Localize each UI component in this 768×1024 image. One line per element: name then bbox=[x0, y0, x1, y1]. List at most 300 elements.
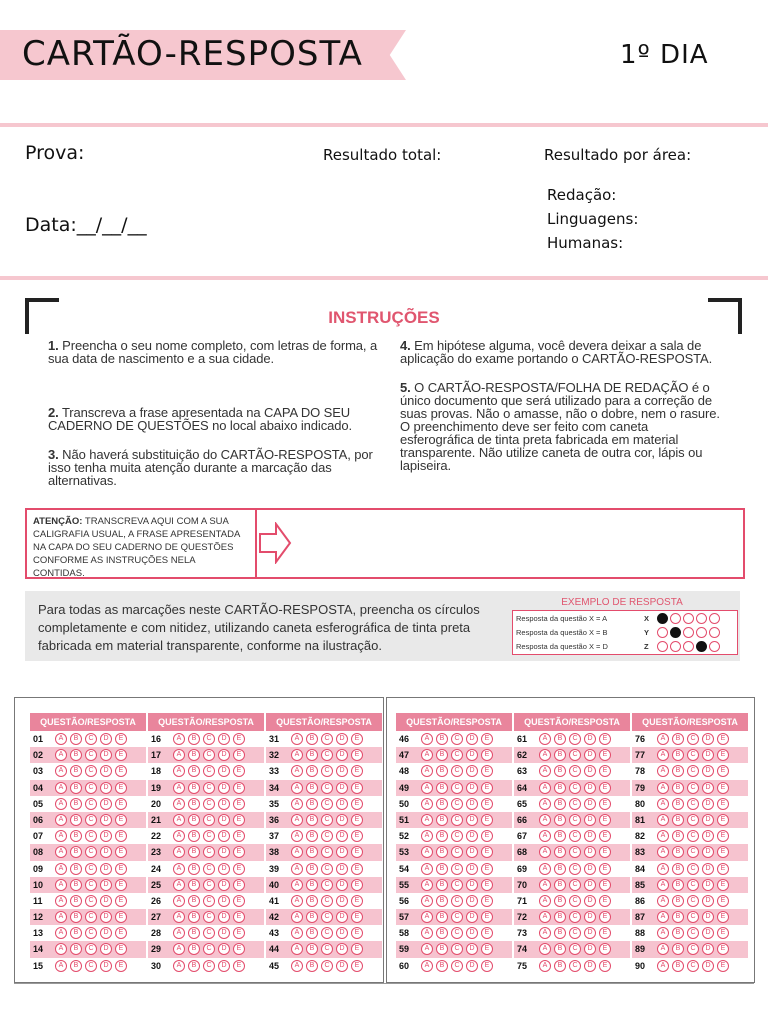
answer-bubble[interactable]: A bbox=[539, 782, 551, 794]
answer-bubble[interactable]: C bbox=[321, 846, 333, 858]
answer-bubble[interactable]: B bbox=[672, 846, 684, 858]
answer-bubble[interactable]: D bbox=[100, 749, 112, 761]
answer-bubble[interactable]: B bbox=[188, 895, 200, 907]
answer-bubble[interactable]: C bbox=[569, 895, 581, 907]
answer-bubble[interactable]: C bbox=[687, 895, 699, 907]
answer-bubble[interactable]: B bbox=[554, 749, 566, 761]
answer-bubble[interactable]: A bbox=[173, 960, 185, 972]
answer-bubble[interactable]: E bbox=[115, 863, 127, 875]
answer-bubble[interactable]: D bbox=[702, 733, 714, 745]
answer-bubble[interactable]: C bbox=[451, 814, 463, 826]
answer-bubble[interactable]: B bbox=[306, 798, 318, 810]
answer-bubble[interactable]: D bbox=[100, 911, 112, 923]
answer-bubble[interactable]: A bbox=[539, 830, 551, 842]
answer-bubble[interactable]: E bbox=[115, 749, 127, 761]
answer-bubble[interactable]: D bbox=[218, 879, 230, 891]
answer-bubble[interactable]: D bbox=[584, 814, 596, 826]
answer-bubble[interactable]: C bbox=[321, 782, 333, 794]
answer-bubble[interactable]: B bbox=[436, 749, 448, 761]
answer-bubble[interactable]: E bbox=[717, 749, 729, 761]
answer-bubble[interactable]: C bbox=[85, 846, 97, 858]
answer-bubble[interactable]: C bbox=[85, 911, 97, 923]
answer-bubble[interactable]: D bbox=[584, 765, 596, 777]
answer-bubble[interactable]: A bbox=[539, 765, 551, 777]
answer-bubble[interactable]: A bbox=[291, 911, 303, 923]
answer-bubble[interactable]: E bbox=[115, 879, 127, 891]
answer-bubble[interactable]: A bbox=[421, 846, 433, 858]
answer-bubble[interactable]: E bbox=[717, 846, 729, 858]
answer-bubble[interactable]: D bbox=[702, 943, 714, 955]
answer-bubble[interactable]: D bbox=[702, 895, 714, 907]
answer-bubble[interactable]: A bbox=[291, 733, 303, 745]
answer-bubble[interactable]: E bbox=[351, 943, 363, 955]
answer-bubble[interactable]: E bbox=[115, 960, 127, 972]
answer-bubble[interactable]: D bbox=[100, 765, 112, 777]
answer-bubble[interactable]: C bbox=[85, 749, 97, 761]
answer-bubble[interactable]: E bbox=[233, 782, 245, 794]
answer-bubble[interactable]: C bbox=[569, 911, 581, 923]
answer-bubble[interactable]: D bbox=[100, 927, 112, 939]
answer-bubble[interactable]: C bbox=[451, 846, 463, 858]
answer-bubble[interactable]: D bbox=[466, 895, 478, 907]
answer-bubble[interactable]: C bbox=[203, 911, 215, 923]
answer-bubble[interactable]: A bbox=[421, 749, 433, 761]
answer-bubble[interactable]: D bbox=[218, 927, 230, 939]
answer-bubble[interactable]: A bbox=[291, 846, 303, 858]
answer-bubble[interactable]: D bbox=[584, 798, 596, 810]
answer-bubble[interactable]: E bbox=[717, 895, 729, 907]
answer-bubble[interactable]: C bbox=[569, 765, 581, 777]
answer-bubble[interactable]: C bbox=[687, 765, 699, 777]
answer-bubble[interactable]: A bbox=[657, 733, 669, 745]
answer-bubble[interactable]: C bbox=[203, 879, 215, 891]
answer-bubble[interactable]: A bbox=[421, 782, 433, 794]
answer-bubble[interactable]: E bbox=[481, 782, 493, 794]
answer-bubble[interactable]: C bbox=[85, 830, 97, 842]
answer-bubble[interactable]: D bbox=[100, 814, 112, 826]
answer-bubble[interactable]: E bbox=[599, 960, 611, 972]
answer-bubble[interactable]: A bbox=[173, 749, 185, 761]
answer-bubble[interactable]: D bbox=[336, 733, 348, 745]
answer-bubble[interactable]: A bbox=[173, 830, 185, 842]
data-field[interactable]: Data:__/__/__ bbox=[25, 214, 147, 236]
answer-bubble[interactable]: D bbox=[336, 782, 348, 794]
answer-bubble[interactable]: B bbox=[436, 846, 448, 858]
answer-bubble[interactable]: A bbox=[173, 814, 185, 826]
answer-bubble[interactable]: E bbox=[599, 895, 611, 907]
answer-bubble[interactable]: A bbox=[539, 911, 551, 923]
answer-bubble[interactable]: B bbox=[672, 911, 684, 923]
answer-bubble[interactable]: E bbox=[233, 927, 245, 939]
answer-bubble[interactable]: C bbox=[687, 879, 699, 891]
answer-bubble[interactable]: D bbox=[218, 782, 230, 794]
answer-bubble[interactable]: B bbox=[436, 943, 448, 955]
answer-bubble[interactable]: B bbox=[436, 927, 448, 939]
answer-bubble[interactable]: B bbox=[672, 960, 684, 972]
answer-bubble[interactable]: B bbox=[188, 798, 200, 810]
answer-bubble[interactable]: B bbox=[306, 765, 318, 777]
answer-bubble[interactable]: E bbox=[351, 863, 363, 875]
answer-bubble[interactable]: A bbox=[291, 782, 303, 794]
answer-bubble[interactable]: A bbox=[539, 943, 551, 955]
answer-bubble[interactable]: B bbox=[70, 943, 82, 955]
answer-bubble[interactable]: E bbox=[481, 830, 493, 842]
answer-bubble[interactable]: A bbox=[421, 863, 433, 875]
answer-bubble[interactable]: D bbox=[702, 798, 714, 810]
answer-bubble[interactable]: D bbox=[702, 765, 714, 777]
answer-bubble[interactable]: E bbox=[351, 927, 363, 939]
answer-bubble[interactable]: C bbox=[451, 782, 463, 794]
answer-bubble[interactable]: E bbox=[599, 830, 611, 842]
answer-bubble[interactable]: E bbox=[115, 830, 127, 842]
answer-bubble[interactable]: C bbox=[85, 733, 97, 745]
answer-bubble[interactable]: D bbox=[336, 765, 348, 777]
answer-bubble[interactable]: D bbox=[100, 960, 112, 972]
answer-bubble[interactable]: E bbox=[233, 733, 245, 745]
answer-bubble[interactable]: C bbox=[687, 814, 699, 826]
answer-bubble[interactable]: C bbox=[85, 798, 97, 810]
answer-bubble[interactable]: E bbox=[599, 765, 611, 777]
answer-bubble[interactable]: C bbox=[687, 846, 699, 858]
answer-bubble[interactable]: A bbox=[291, 927, 303, 939]
answer-bubble[interactable]: E bbox=[599, 927, 611, 939]
answer-bubble[interactable]: D bbox=[218, 846, 230, 858]
answer-bubble[interactable]: D bbox=[218, 895, 230, 907]
answer-bubble[interactable]: A bbox=[173, 782, 185, 794]
answer-bubble[interactable]: D bbox=[100, 895, 112, 907]
answer-bubble[interactable]: B bbox=[306, 863, 318, 875]
answer-bubble[interactable]: D bbox=[100, 782, 112, 794]
answer-bubble[interactable]: B bbox=[70, 782, 82, 794]
answer-bubble[interactable]: C bbox=[203, 782, 215, 794]
answer-bubble[interactable]: B bbox=[306, 927, 318, 939]
answer-bubble[interactable]: C bbox=[451, 749, 463, 761]
answer-bubble[interactable]: A bbox=[55, 846, 67, 858]
answer-bubble[interactable]: E bbox=[599, 782, 611, 794]
answer-bubble[interactable]: A bbox=[657, 765, 669, 777]
answer-bubble[interactable]: B bbox=[306, 782, 318, 794]
answer-bubble[interactable]: D bbox=[584, 863, 596, 875]
answer-bubble[interactable]: D bbox=[466, 943, 478, 955]
answer-bubble[interactable]: C bbox=[569, 943, 581, 955]
answer-bubble[interactable]: E bbox=[599, 846, 611, 858]
answer-bubble[interactable]: C bbox=[451, 927, 463, 939]
answer-bubble[interactable]: A bbox=[657, 846, 669, 858]
answer-bubble[interactable]: A bbox=[421, 927, 433, 939]
answer-bubble[interactable]: D bbox=[466, 814, 478, 826]
answer-bubble[interactable]: C bbox=[321, 863, 333, 875]
answer-bubble[interactable]: B bbox=[554, 830, 566, 842]
answer-bubble[interactable]: E bbox=[481, 749, 493, 761]
answer-bubble[interactable]: C bbox=[85, 960, 97, 972]
answer-bubble[interactable]: E bbox=[351, 911, 363, 923]
answer-bubble[interactable]: A bbox=[291, 960, 303, 972]
answer-bubble[interactable]: A bbox=[291, 830, 303, 842]
answer-bubble[interactable]: B bbox=[672, 943, 684, 955]
answer-bubble[interactable]: B bbox=[70, 879, 82, 891]
answer-bubble[interactable]: C bbox=[321, 960, 333, 972]
answer-bubble[interactable]: A bbox=[173, 765, 185, 777]
answer-bubble[interactable]: C bbox=[687, 782, 699, 794]
answer-bubble[interactable]: C bbox=[321, 927, 333, 939]
answer-bubble[interactable]: A bbox=[421, 943, 433, 955]
answer-bubble[interactable]: E bbox=[481, 911, 493, 923]
answer-bubble[interactable]: B bbox=[70, 863, 82, 875]
answer-bubble[interactable]: A bbox=[539, 960, 551, 972]
answer-bubble[interactable]: A bbox=[657, 879, 669, 891]
answer-bubble[interactable]: B bbox=[436, 960, 448, 972]
answer-bubble[interactable]: D bbox=[466, 846, 478, 858]
answer-bubble[interactable]: E bbox=[481, 733, 493, 745]
answer-bubble[interactable]: D bbox=[336, 798, 348, 810]
answer-bubble[interactable]: D bbox=[702, 749, 714, 761]
answer-bubble[interactable]: E bbox=[351, 895, 363, 907]
answer-bubble[interactable]: D bbox=[218, 814, 230, 826]
answer-bubble[interactable]: D bbox=[584, 846, 596, 858]
answer-bubble[interactable]: E bbox=[233, 765, 245, 777]
answer-bubble[interactable]: D bbox=[702, 911, 714, 923]
answer-bubble[interactable]: C bbox=[687, 830, 699, 842]
answer-bubble[interactable]: E bbox=[233, 814, 245, 826]
answer-bubble[interactable]: A bbox=[55, 879, 67, 891]
answer-bubble[interactable]: A bbox=[539, 749, 551, 761]
answer-bubble[interactable]: D bbox=[336, 927, 348, 939]
answer-bubble[interactable]: C bbox=[451, 943, 463, 955]
answer-bubble[interactable]: E bbox=[351, 814, 363, 826]
answer-bubble[interactable]: A bbox=[173, 943, 185, 955]
answer-bubble[interactable]: B bbox=[554, 798, 566, 810]
answer-bubble[interactable]: B bbox=[436, 895, 448, 907]
answer-bubble[interactable]: C bbox=[569, 814, 581, 826]
answer-bubble[interactable]: A bbox=[55, 927, 67, 939]
answer-bubble[interactable]: D bbox=[702, 927, 714, 939]
answer-bubble[interactable]: A bbox=[421, 960, 433, 972]
answer-bubble[interactable]: E bbox=[717, 911, 729, 923]
answer-bubble[interactable]: E bbox=[481, 960, 493, 972]
answer-bubble[interactable]: E bbox=[351, 765, 363, 777]
answer-bubble[interactable]: D bbox=[584, 879, 596, 891]
answer-bubble[interactable]: B bbox=[70, 798, 82, 810]
answer-bubble[interactable]: D bbox=[336, 895, 348, 907]
answer-bubble[interactable]: D bbox=[336, 879, 348, 891]
answer-bubble[interactable]: E bbox=[115, 895, 127, 907]
answer-bubble[interactable]: B bbox=[672, 830, 684, 842]
answer-bubble[interactable]: E bbox=[115, 782, 127, 794]
answer-bubble[interactable]: C bbox=[451, 879, 463, 891]
answer-bubble[interactable]: A bbox=[173, 927, 185, 939]
answer-bubble[interactable]: A bbox=[291, 895, 303, 907]
answer-bubble[interactable]: A bbox=[173, 733, 185, 745]
answer-bubble[interactable]: B bbox=[188, 749, 200, 761]
answer-bubble[interactable]: B bbox=[672, 782, 684, 794]
answer-bubble[interactable]: B bbox=[436, 863, 448, 875]
answer-bubble[interactable]: A bbox=[55, 733, 67, 745]
answer-bubble[interactable]: E bbox=[599, 749, 611, 761]
linguagens-field[interactable]: Linguagens: bbox=[547, 210, 639, 228]
answer-bubble[interactable]: A bbox=[421, 733, 433, 745]
answer-bubble[interactable]: B bbox=[188, 911, 200, 923]
answer-bubble[interactable]: E bbox=[115, 911, 127, 923]
answer-bubble[interactable]: B bbox=[70, 814, 82, 826]
answer-bubble[interactable]: D bbox=[702, 814, 714, 826]
answer-bubble[interactable]: E bbox=[115, 846, 127, 858]
answer-bubble[interactable]: D bbox=[466, 863, 478, 875]
answer-bubble[interactable]: B bbox=[306, 830, 318, 842]
answer-bubble[interactable]: C bbox=[687, 927, 699, 939]
answer-bubble[interactable]: D bbox=[466, 927, 478, 939]
answer-bubble[interactable]: E bbox=[717, 798, 729, 810]
answer-bubble[interactable]: C bbox=[569, 830, 581, 842]
answer-bubble[interactable]: E bbox=[351, 782, 363, 794]
answer-bubble[interactable]: B bbox=[70, 830, 82, 842]
answer-bubble[interactable]: D bbox=[218, 765, 230, 777]
answer-bubble[interactable]: B bbox=[70, 960, 82, 972]
answer-bubble[interactable]: C bbox=[569, 879, 581, 891]
answer-bubble[interactable]: E bbox=[115, 814, 127, 826]
answer-bubble[interactable]: C bbox=[687, 863, 699, 875]
answer-bubble[interactable]: E bbox=[481, 814, 493, 826]
answer-bubble[interactable]: A bbox=[421, 830, 433, 842]
answer-bubble[interactable]: C bbox=[321, 814, 333, 826]
answer-bubble[interactable]: C bbox=[203, 846, 215, 858]
answer-bubble[interactable]: B bbox=[70, 927, 82, 939]
answer-bubble[interactable]: D bbox=[584, 733, 596, 745]
answer-bubble[interactable]: E bbox=[717, 814, 729, 826]
answer-bubble[interactable]: A bbox=[421, 879, 433, 891]
answer-bubble[interactable]: D bbox=[218, 749, 230, 761]
answer-bubble[interactable]: D bbox=[702, 830, 714, 842]
answer-bubble[interactable]: D bbox=[466, 879, 478, 891]
answer-bubble[interactable]: B bbox=[672, 879, 684, 891]
answer-bubble[interactable]: C bbox=[203, 943, 215, 955]
answer-bubble[interactable]: C bbox=[85, 895, 97, 907]
answer-bubble[interactable]: C bbox=[569, 733, 581, 745]
answer-bubble[interactable]: B bbox=[70, 911, 82, 923]
answer-bubble[interactable]: E bbox=[233, 863, 245, 875]
answer-bubble[interactable]: B bbox=[436, 765, 448, 777]
answer-bubble[interactable]: A bbox=[421, 895, 433, 907]
answer-bubble[interactable]: D bbox=[100, 943, 112, 955]
answer-bubble[interactable]: B bbox=[672, 733, 684, 745]
answer-bubble[interactable]: E bbox=[599, 798, 611, 810]
answer-bubble[interactable]: A bbox=[657, 830, 669, 842]
answer-bubble[interactable]: D bbox=[466, 749, 478, 761]
answer-bubble[interactable]: B bbox=[188, 765, 200, 777]
answer-bubble[interactable]: A bbox=[291, 814, 303, 826]
answer-bubble[interactable]: E bbox=[351, 846, 363, 858]
answer-bubble[interactable]: D bbox=[702, 846, 714, 858]
answer-bubble[interactable]: D bbox=[218, 960, 230, 972]
answer-bubble[interactable]: C bbox=[203, 960, 215, 972]
answer-bubble[interactable]: D bbox=[336, 960, 348, 972]
answer-bubble[interactable]: D bbox=[218, 798, 230, 810]
answer-bubble[interactable]: E bbox=[717, 765, 729, 777]
answer-bubble[interactable]: B bbox=[554, 765, 566, 777]
answer-bubble[interactable]: D bbox=[584, 895, 596, 907]
answer-bubble[interactable]: D bbox=[100, 733, 112, 745]
answer-bubble[interactable]: C bbox=[321, 765, 333, 777]
answer-bubble[interactable]: B bbox=[70, 846, 82, 858]
answer-bubble[interactable]: C bbox=[569, 927, 581, 939]
answer-bubble[interactable]: B bbox=[188, 960, 200, 972]
answer-bubble[interactable]: C bbox=[321, 943, 333, 955]
answer-bubble[interactable]: A bbox=[657, 911, 669, 923]
answer-bubble[interactable]: A bbox=[539, 879, 551, 891]
answer-bubble[interactable]: E bbox=[717, 863, 729, 875]
answer-bubble[interactable]: D bbox=[466, 765, 478, 777]
answer-bubble[interactable]: B bbox=[188, 879, 200, 891]
answer-bubble[interactable]: C bbox=[85, 782, 97, 794]
answer-bubble[interactable]: C bbox=[321, 749, 333, 761]
answer-bubble[interactable]: A bbox=[173, 846, 185, 858]
answer-bubble[interactable]: D bbox=[218, 733, 230, 745]
answer-bubble[interactable]: B bbox=[672, 765, 684, 777]
answer-bubble[interactable]: C bbox=[203, 765, 215, 777]
answer-bubble[interactable]: D bbox=[218, 830, 230, 842]
answer-bubble[interactable]: B bbox=[554, 879, 566, 891]
answer-bubble[interactable]: C bbox=[569, 782, 581, 794]
answer-bubble[interactable]: D bbox=[702, 863, 714, 875]
answer-bubble[interactable]: A bbox=[421, 911, 433, 923]
answer-bubble[interactable]: D bbox=[702, 879, 714, 891]
resultado-total-field[interactable]: Resultado total: bbox=[323, 146, 442, 164]
answer-bubble[interactable]: B bbox=[554, 960, 566, 972]
answer-bubble[interactable]: B bbox=[306, 733, 318, 745]
answer-bubble[interactable]: A bbox=[421, 814, 433, 826]
answer-bubble[interactable]: A bbox=[173, 879, 185, 891]
answer-bubble[interactable]: C bbox=[451, 765, 463, 777]
answer-bubble[interactable]: B bbox=[554, 943, 566, 955]
answer-bubble[interactable]: B bbox=[436, 798, 448, 810]
answer-bubble[interactable]: E bbox=[717, 733, 729, 745]
answer-bubble[interactable]: A bbox=[539, 798, 551, 810]
answer-bubble[interactable]: D bbox=[584, 960, 596, 972]
answer-bubble[interactable]: C bbox=[569, 863, 581, 875]
answer-bubble[interactable]: A bbox=[657, 960, 669, 972]
answer-bubble[interactable]: D bbox=[466, 830, 478, 842]
answer-bubble[interactable]: A bbox=[291, 749, 303, 761]
answer-bubble[interactable]: E bbox=[351, 733, 363, 745]
answer-bubble[interactable]: B bbox=[436, 782, 448, 794]
answer-bubble[interactable]: A bbox=[657, 782, 669, 794]
answer-bubble[interactable]: E bbox=[599, 814, 611, 826]
answer-bubble[interactable]: E bbox=[481, 927, 493, 939]
answer-bubble[interactable]: E bbox=[717, 830, 729, 842]
answer-bubble[interactable]: A bbox=[657, 814, 669, 826]
answer-bubble[interactable]: D bbox=[584, 830, 596, 842]
answer-bubble[interactable]: C bbox=[451, 863, 463, 875]
answer-bubble[interactable]: E bbox=[481, 943, 493, 955]
answer-bubble[interactable]: A bbox=[55, 765, 67, 777]
answer-bubble[interactable]: A bbox=[539, 895, 551, 907]
answer-bubble[interactable]: B bbox=[188, 782, 200, 794]
answer-bubble[interactable]: B bbox=[672, 749, 684, 761]
answer-bubble[interactable]: E bbox=[599, 911, 611, 923]
answer-bubble[interactable]: A bbox=[421, 765, 433, 777]
answer-bubble[interactable]: A bbox=[657, 863, 669, 875]
answer-bubble[interactable]: E bbox=[717, 782, 729, 794]
answer-bubble[interactable]: D bbox=[100, 863, 112, 875]
answer-bubble[interactable]: D bbox=[218, 943, 230, 955]
answer-bubble[interactable]: E bbox=[233, 846, 245, 858]
answer-bubble[interactable]: E bbox=[717, 943, 729, 955]
answer-bubble[interactable]: A bbox=[55, 749, 67, 761]
answer-bubble[interactable]: A bbox=[539, 927, 551, 939]
answer-bubble[interactable]: C bbox=[85, 814, 97, 826]
answer-bubble[interactable]: B bbox=[554, 927, 566, 939]
answer-bubble[interactable]: B bbox=[436, 830, 448, 842]
answer-bubble[interactable]: B bbox=[188, 733, 200, 745]
